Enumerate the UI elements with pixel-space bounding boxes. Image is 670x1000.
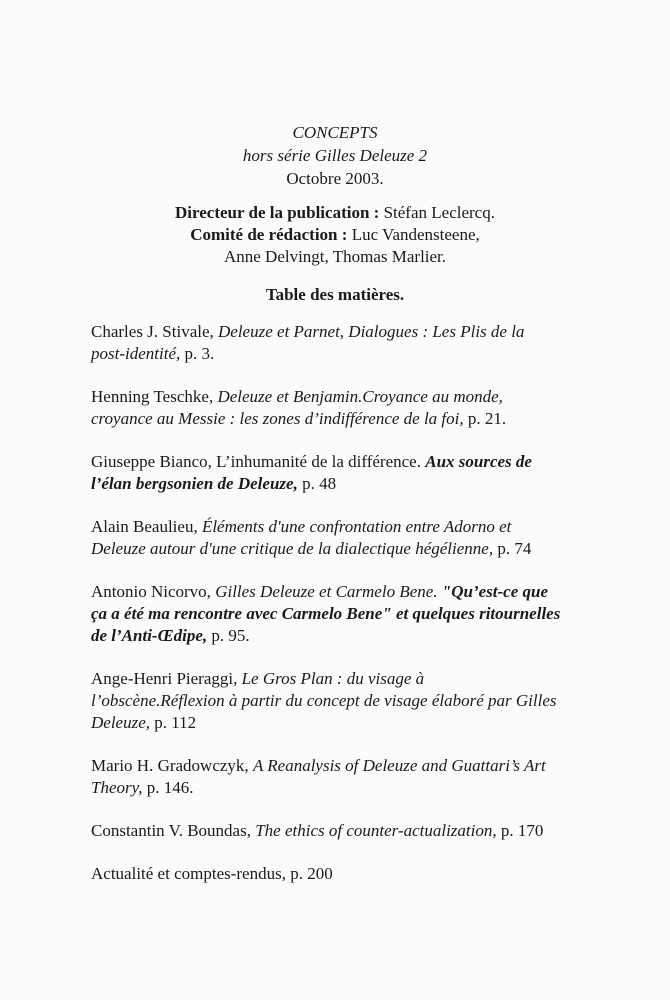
entry-author: Mario H. Gradowczyk, [91,756,249,775]
committee-label: Comité de rédaction : [190,225,348,244]
editorial-staff [0,202,670,268]
entry-subtitle: "Qu’est-ce que ça a été ma rencontre avec Carmelo Bene" et quelques ritournelles de l’Anti-Œdipe, [91,582,561,645]
entry-page: p. 200 [290,864,333,883]
toc-entry [91,451,561,495]
entry-title: Deleuze et Benjamin.Croyance au monde, croyance au Messie : les zones d’indifférence de la foi, [91,387,503,428]
entry-subtitle: Aux sources de l’élan bergsonien de Deleuze, [91,452,532,493]
entry-title: A Reanalysis of Deleuze and Guattari’s Art Theory, [91,756,546,797]
entry-title: Éléments d'une confrontation entre Adorno et Deleuze autour d'une critique de la dialectique hégélienne, [91,517,512,558]
toc-title: Table des matières. [265,285,405,304]
entry-page: p. 21. [467,409,507,428]
entry-author: Charles J. Stivale, [91,322,214,341]
committee-line [0,224,670,246]
entry-title: Deleuze et Parnet, Dialogues : Les Plis de la post-identité, [91,322,525,363]
entry-page: p. 48 [302,474,337,493]
director-label: Directeur de la publication : [175,203,380,222]
toc-entry [91,386,561,430]
entry-title: Gilles Deleuze et Carmelo Bene. [215,582,438,601]
entry-author: Ange-Henri Pieraggi, [91,669,238,688]
committee-members-1: Luc Vandensteene, [351,225,480,244]
toc-entry [91,863,561,885]
director-name: Stéfan Leclercq. [383,203,495,222]
entry-page: p. 74 [497,539,532,558]
toc-entry [91,668,561,734]
committee-members-2: Anne Delvingt, Thomas Marlier. [223,247,447,266]
entry-author: Antonio Nicorvo, [91,582,211,601]
entry-page: p. 95. [211,626,250,645]
entry-page: p. 170 [500,821,544,840]
toc-entry [91,321,561,365]
entry-title: Le Gros Plan : du visage à l’obscène.Réflexion à partir du concept de visage élaboré par Gilles Deleuze, [91,669,557,732]
entry-author: Actualité et comptes-rendus, [91,864,286,883]
entry-page: p. 112 [154,713,197,732]
journal-series: hors série Gilles Deleuze 2 [242,146,428,165]
entry-page: p. 146. [146,778,194,797]
entry-page: p. 3. [184,344,215,363]
journal-date: Octobre 2003. [286,169,384,188]
entry-author: Alain Beaulieu, [91,517,198,536]
toc-list [91,321,561,906]
entry-title: L’inhumanité de la différence. [216,452,421,471]
director-line [0,202,670,224]
entry-author: Henning Teschke, [91,387,214,406]
journal-title: CONCEPTS [292,123,378,142]
journal-header [0,121,670,190]
toc-entry [91,755,561,799]
toc-entry [91,820,561,842]
entry-author: Constantin V. Boundas, [91,821,251,840]
entry-author: Giuseppe Bianco, [91,452,212,471]
toc-entry [91,516,561,560]
entry-title: The ethics of counter-actualization, [255,821,497,840]
toc-entry [91,581,561,647]
